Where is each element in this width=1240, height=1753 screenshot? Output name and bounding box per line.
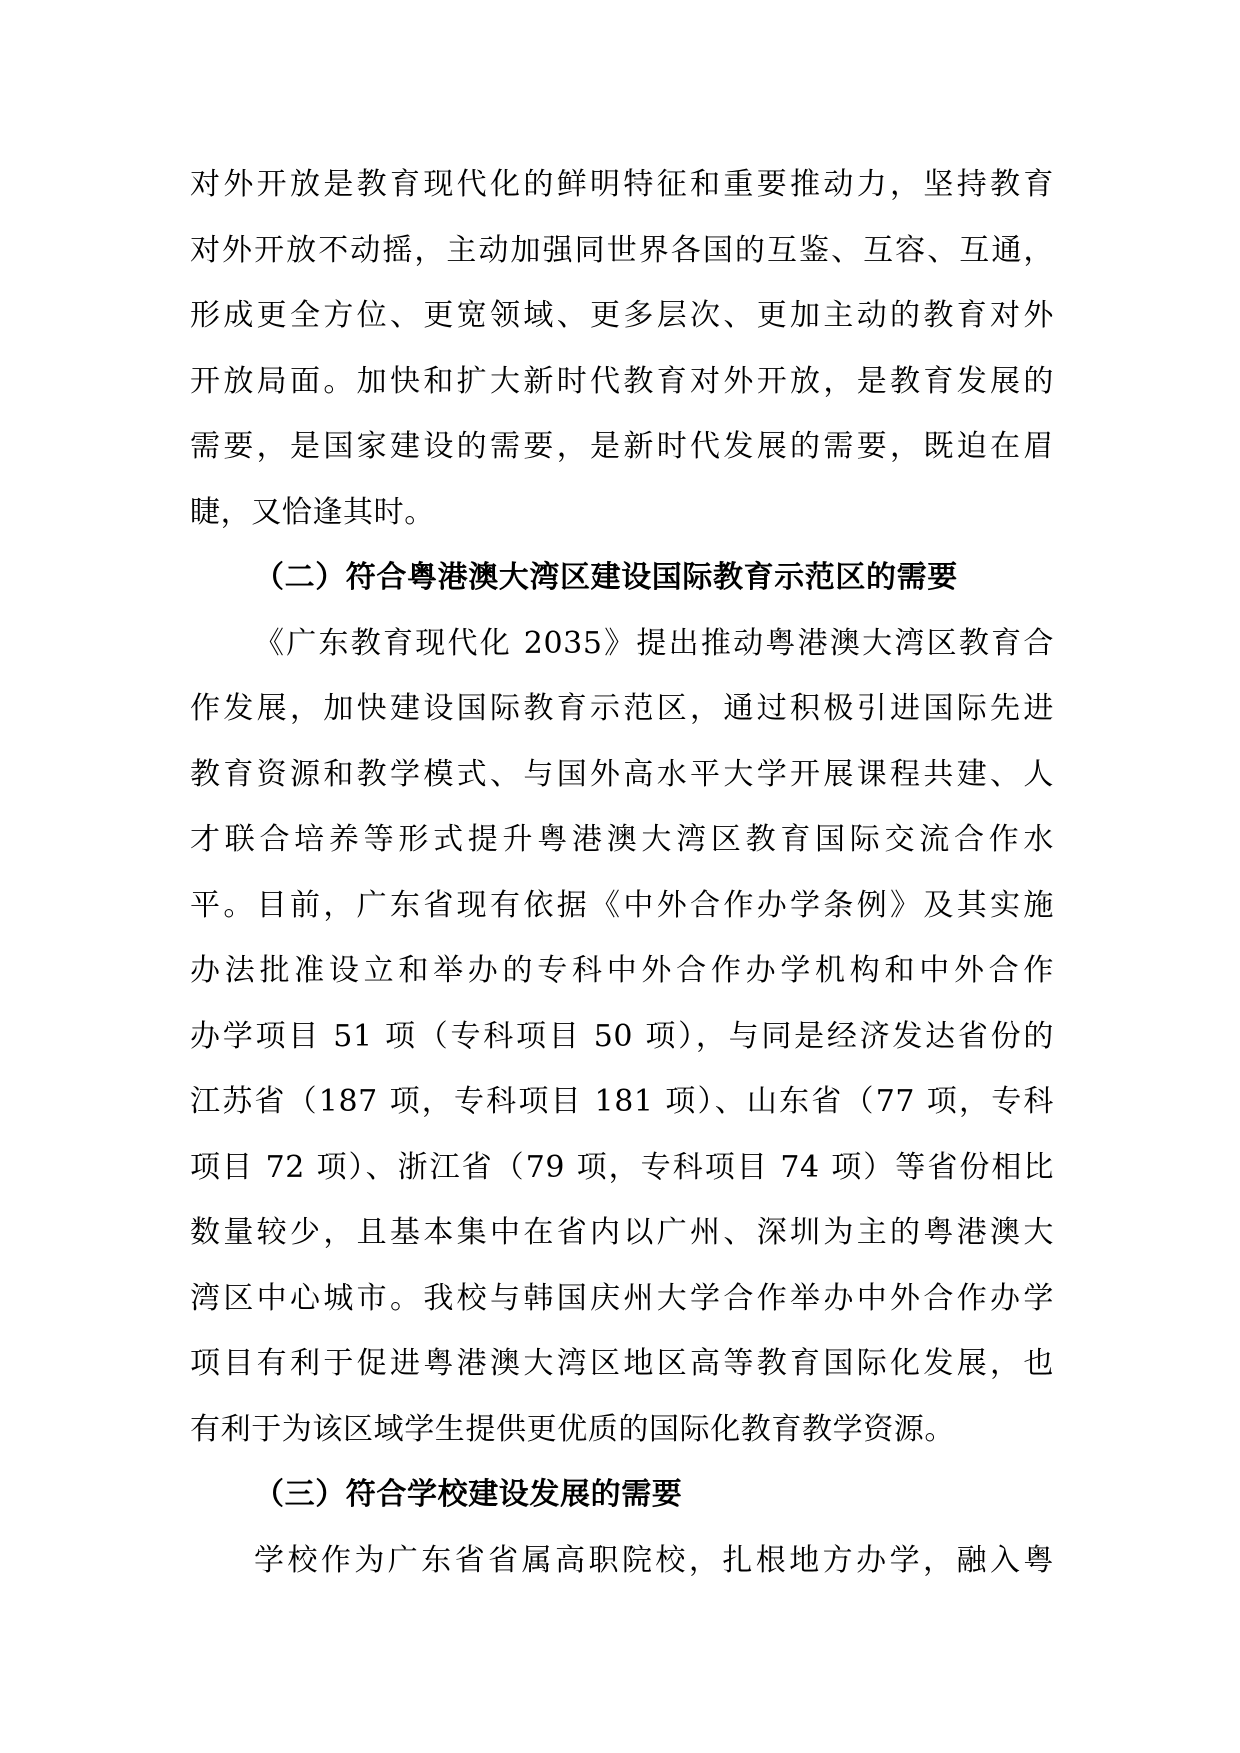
text-line: 开放局面。加快和扩大新时代教育对外开放，是教育发展的 bbox=[190, 363, 1054, 399]
section-heading-3: （三）符合学校建设发展的需要 bbox=[254, 1477, 683, 1512]
text-line: 湾区中心城市。我校与韩国庆州大学合作举办中外合作办学 bbox=[190, 1280, 1054, 1316]
text-line: 项目有利于促进粤港澳大湾区地区高等教育国际化发展，也 bbox=[190, 1346, 1054, 1381]
text-line: 教育资源和教学模式、与国外高水平大学开展课程共建、人 bbox=[190, 756, 1054, 792]
text-line: 数量较少，且基本集中在省内以广州、深圳为主的粤港澳大 bbox=[190, 1215, 1054, 1250]
paragraph-opening bbox=[190, 152, 1054, 545]
text-line: 办学项目 51 项（专科项目 50 项），与同是经济发达省份的 bbox=[190, 1018, 1054, 1054]
text-line: 《广东教育现代化 2035》提出推动粤港澳大湾区教育合 bbox=[254, 625, 1054, 661]
text-line: 办法批准设立和举办的专科中外合作办学机构和中外合作 bbox=[190, 953, 1054, 988]
text-line: 江苏省（187 项，专科项目 181 项）、山东省（77 项，专科 bbox=[190, 1084, 1054, 1119]
text-line: 对外开放不动摇，主动加强同世界各国的互鉴、互容、互通， bbox=[190, 232, 1054, 268]
paragraph-greater-bay-area bbox=[190, 611, 1054, 1463]
text-line: 才联合培养等形式提升粤港澳大湾区教育国际交流合作水 bbox=[190, 822, 1054, 857]
section-heading-2: （二）符合粤港澳大湾区建设国际教育示范区的需要 bbox=[254, 560, 958, 595]
text-line: 形成更全方位、更宽领域、更多层次、更加主动的教育对外 bbox=[190, 298, 1054, 333]
text-line: 需要，是国家建设的需要，是新时代发展的需要，既迫在眉 bbox=[190, 429, 1054, 464]
text-line: 有利于为该区域学生提供更优质的国际化教育教学资源。 bbox=[190, 1411, 955, 1447]
text-line: 学校作为广东省省属高职院校，扎根地方办学，融入粤 bbox=[254, 1542, 1054, 1578]
document-page bbox=[190, 152, 1054, 1593]
paragraph-school-development bbox=[190, 1528, 1054, 1594]
text-line: 对外开放是教育现代化的鲜明特征和重要推动力，坚持教育 bbox=[190, 167, 1054, 202]
text-line: 平。目前，广东省现有依据《中外合作办学条例》及其实施 bbox=[190, 887, 1054, 923]
text-line: 睫，又恰逢其时。 bbox=[190, 494, 435, 530]
text-line: 作发展，加快建设国际教育示范区，通过积极引进国际先进 bbox=[190, 691, 1054, 726]
text-line: 项目 72 项）、浙江省（79 项，专科项目 74 项）等省份相比 bbox=[190, 1149, 1054, 1185]
